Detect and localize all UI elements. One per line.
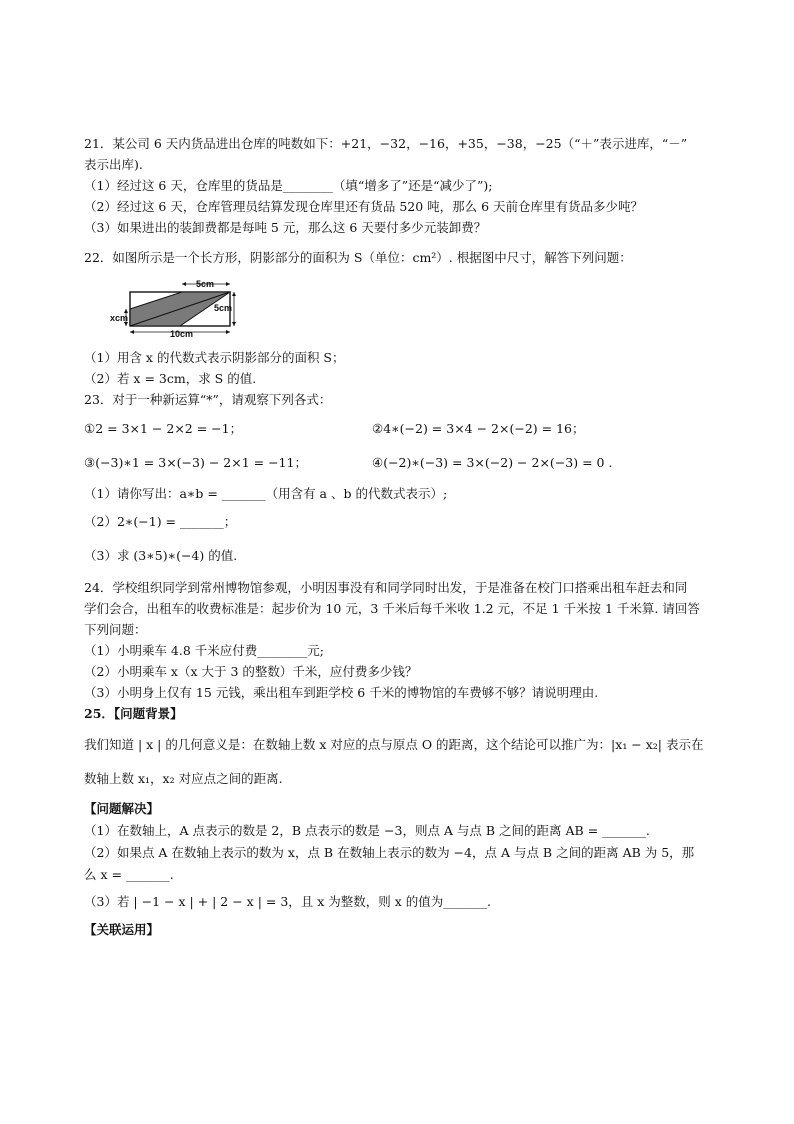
q25-part1: （1）在数轴上，A 点表示的数是 2，B 点表示的数是 −3，则点 A 与点 B 之间的距离 AB = _______. <box>84 823 650 838</box>
q21-stem-line2: 表示出库). <box>84 157 143 172</box>
q24-part1: （1）小明乘车 4.8 千米应付费________元; <box>84 643 324 658</box>
q22-part2: （2）若 x = 3cm，求 S 的值. <box>84 371 257 386</box>
q25-heading: 25．【问题背景】 <box>84 706 183 721</box>
bottom-dimension-label: 10cm <box>170 329 194 338</box>
q25-part2-line1: （2）如果点 A 在数轴上表示的数为 x，点 B 在数轴上表示的数为 −4，点 A 与点 B 之间的距离 AB 为 5，那 <box>84 845 695 860</box>
q21-part1: （1）经过这 6 天，仓库里的货品是________（填“增多了”还是“减少了”); <box>84 178 493 193</box>
q21-part3: （3）如果进出的装卸费都是每吨 5 元，那么这 6 天要付多少元装卸费？ <box>84 220 487 235</box>
q21-stem-line1: 21．某公司 6 天内货品进出仓库的吨数如下：+21，−32，−16，+35，−38，−25（“＋”表示进库，“－” <box>84 136 688 151</box>
q22-stem: 22．如图所示是一个长方形，阴影部分的面积为 S（单位：cm²）. 根据图中尺寸，解答下列问题： <box>84 250 632 265</box>
right-dimension-label: 5cm <box>214 303 233 313</box>
q23-part2: （2）2∗(−1) = _______； <box>84 514 237 529</box>
q21-part2: （2）经过这 6 天，仓库管理员结算发现仓库里还有货品 520 吨，那么 6 天前仓库里有货品多少吨？ <box>84 199 644 214</box>
rectangle-figure <box>110 278 240 338</box>
q24-stem-line2: 学们会合，出租车的收费标准是：起步价为 10 元，3 千米后每千米收 1.2 元，不足 1 千米按 1 千米算. 请回答 <box>84 601 700 616</box>
q23-example-1: ①2 = 3×1 − 2×2 = −1； <box>84 421 243 436</box>
q25-solve-heading: 【问题解决】 <box>84 801 160 816</box>
q24-part2: （2）小明乘车 x（x 大于 3 的整数）千米，应付费多少钱？ <box>84 664 418 679</box>
q23-example-2: ②4∗(−2) = 3×4 − 2×(−2) = 16； <box>372 421 585 436</box>
q24-stem-line1: 24．学校组织同学到常州博物馆参观，小明因事没有和同学同时出发，于是准备在校门口搭乘出租车赶去和同 <box>84 580 688 595</box>
q23-example-4: ④(−2)∗(−3) = 3×(−2) − 2×(−3) = 0 . <box>372 455 613 470</box>
q25-part2-line2: 么 x = _______. <box>84 867 174 882</box>
q23-part1: （1）请你写出：a∗b = _______（用含有 a 、b 的代数式表示）; <box>84 486 448 501</box>
q24-stem-line3: 下列问题： <box>84 622 147 637</box>
q25-background-line2: 数轴上数 x₁，x₂ 对应点之间的距离. <box>84 771 283 786</box>
top-dimension-label: 5cm <box>196 279 215 289</box>
q24-part3: （3）小明身上仅有 15 元钱，乘出租车到距学校 6 千米的博物馆的车费够不够？请说明理由. <box>84 685 599 700</box>
q23-stem: 23．对于一种新运算“*”，请观察下列各式： <box>84 392 332 407</box>
q23-example-3: ③(−3)∗1 = 3×(−3) − 2×1 = −11； <box>84 455 307 470</box>
q25-background-line1: 我们知道 | x | 的几何意义是：在数轴上数 x 对应的点与原点 O 的距离，这个结论可以推广为：|x₁ − x₂| 表示在 <box>84 737 704 752</box>
q22-part1: （1）用含 x 的代数式表示阴影部分的面积 S； <box>84 350 345 365</box>
q23-part3: （3）求 (3∗5)∗(−4) 的值. <box>84 548 238 563</box>
q25-apply-heading: 【关联运用】 <box>84 922 160 937</box>
q25-part3: （3）若 | −1 − x | + | 2 − x | = 3，且 x 为整数，则 x 的值为_______. <box>84 894 491 909</box>
left-dimension-label: xcm <box>110 313 129 323</box>
